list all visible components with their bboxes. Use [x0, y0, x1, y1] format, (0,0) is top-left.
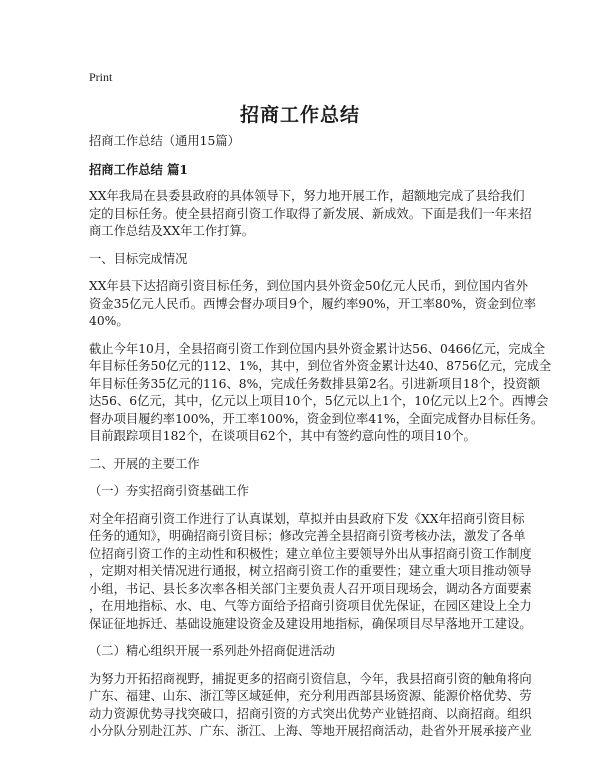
heading-main-work: 二、开展的主要工作: [89, 456, 200, 471]
text-line: 年目标任务35亿元的116、8%，完成任务数排县第2名。引进新项目18个，投资额: [89, 376, 541, 391]
text-line: 任务的通知》，明确招商引资目标；修改完善全县招商引资考核办法，激发了各单: [89, 529, 526, 543]
text-line: 资金35亿元人民币。西博会督办项目9个，履约率90%，开工率80%，资金到位率: [89, 296, 537, 311]
heading-foundation-work: （一）夯实招商引资基础工作: [89, 484, 249, 498]
heading-promotion-activities: （二）精心组织开展一系列赴外招商促进活动: [89, 644, 335, 658]
text-line: 截止今年10月，全县招商引资工作到位国内县外资金累计达56、0466亿元，完成全: [89, 341, 546, 356]
text-line: 对全年招商引资工作进行了认真谋划，草拟并由县政府下发《XX年招商引资目标: [89, 511, 525, 526]
text-line: 保证征地拆迁、基础设施建设资金及建设用地指标，确保项目尽早落地开工建设。: [89, 616, 532, 631]
paragraph-progress: [89, 341, 552, 446]
paragraph-foundation: [89, 511, 532, 634]
text-line: 小分队分别赴江苏、广东、浙江、上海、等地开展招商活动，赴省外开展承接产业: [89, 724, 532, 738]
text-line: 督办项目履约率100%，开工率100%，资金到位率41%，全面完成督办目标任务。: [89, 411, 544, 426]
text-line: 商工作总结及XX年工作打算。: [89, 224, 255, 238]
text-line: ，定期对相关情况进行通报，树立招商引资工作的重要性；建立重大项目推动领导: [89, 564, 532, 578]
text-line: ，在用地指标、水、电、气等方面给予招商引资项目优先保证，在园区建设上全力: [89, 599, 532, 613]
text-line: 目前跟踪项目182个，在谈项目62个，其中有签约意向性的项目10个。: [89, 429, 476, 443]
text-line: 达56、6亿元，其中，亿元以上项目10个，5亿元以上1个，10亿元以上2个。西博会: [89, 394, 549, 408]
text-line: XX年我局在县委县政府的具体领导下，努力地开展工作，超额地完成了县给我们: [89, 189, 525, 203]
text-line: 40%。: [89, 314, 129, 328]
text-line: 位招商引资工作的主动性和积极性；建立单位主要领导外出从事招商引资工作制度: [89, 546, 532, 561]
document-subtitle: 招商工作总结（通用15篇）: [89, 134, 240, 148]
text-line: 定的目标任务。使全县招商引资工作取得了新发展、新成效。下面是我们一年来招: [89, 206, 532, 221]
paragraph-promotion: [89, 671, 532, 741]
text-line: 年目标任务50亿元的112、1%，其中，到位省外资金累计达40、8756亿元，完成全: [89, 359, 552, 373]
text-line: XX年县下达招商引资目标任务，到位国内县外资金50亿元人民币，到位国内省外: [89, 279, 528, 293]
text-line: 动力资源优势寻找突破口，招商引资的方式突出优势产业链招商、以商招商。组织: [89, 706, 532, 721]
paragraph-intro: [89, 188, 532, 241]
document-body: [89, 133, 552, 751]
print-label: Print: [89, 70, 113, 84]
text-line: 为努力开拓招商视野，捕捉更多的招商引资信息，今年，我县招商引资的触角将向: [89, 671, 532, 686]
text-line: 广东、福建、山东、浙江等区域延伸，充分利用西部县场资源、能源价格优势、劳: [89, 689, 532, 703]
paragraph-targets: [89, 278, 537, 331]
heading-target-completion: 一、目标完成情况: [89, 251, 188, 266]
document-title: 招商工作总结: [239, 104, 360, 126]
section-heading: 招商工作总结 篇1: [89, 161, 188, 177]
text-line: 小组，书记、县长多次率各相关部门主要负责人召开项目现场会，调动各方面要素: [89, 581, 532, 596]
